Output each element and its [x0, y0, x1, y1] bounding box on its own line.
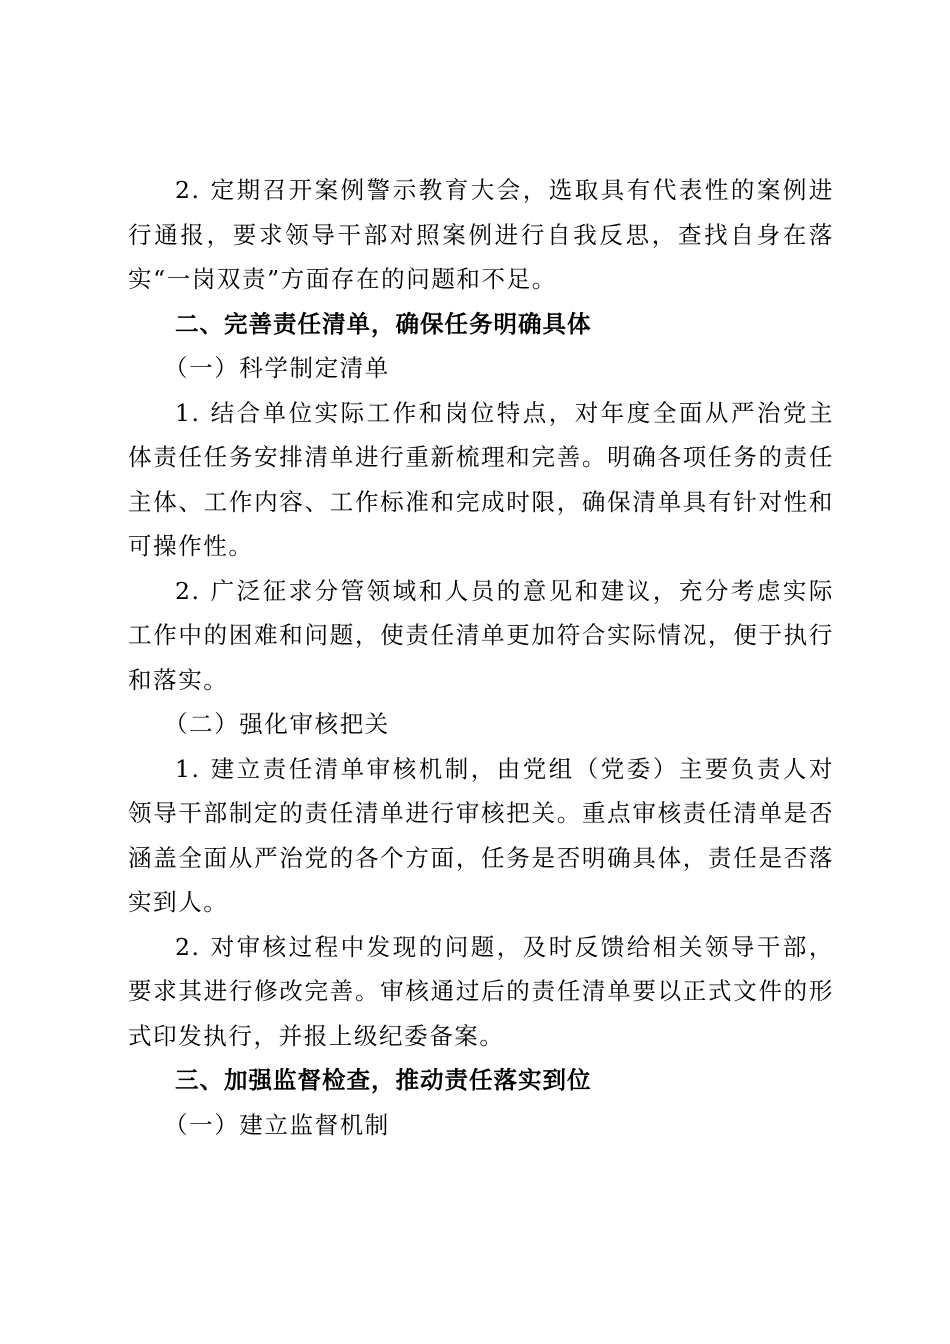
- subsection-heading-3-1: （一）建立监督机制: [164, 1110, 390, 1139]
- paragraph-solicit-opinions: 2. 广泛征求分管领域和人员的意见和建议，充分考虑实际工作中的困难和问题，使责任清单更加符合实际情况，便于执行和落实。: [128, 576, 834, 694]
- paragraph-list-revision: 1. 结合单位实际工作和岗位特点，对年度全面从严治党主体责任任务安排清单进行重新梳理和完善。明确各项任务的责任主体、工作内容、工作标准和完成时限，确保清单具有针对性和可操作性。: [128, 398, 834, 560]
- document-body: [128, 168, 834, 1147]
- section-heading-3: 三、加强监督检查，推动责任落实到位: [175, 1066, 592, 1094]
- paragraph-case-warning: 2. 定期召开案例警示教育大会，选取具有代表性的案例进行通报，要求领导干部对照案例进行自我反思，查找自身在落实“一岗双责”方面存在的问题和不足。: [128, 176, 834, 293]
- section-heading-2: 二、完善责任清单，确保任务明确具体: [175, 309, 592, 338]
- paragraph-feedback: 2. 对审核过程中发现的问题，及时反馈给相关领导干部，要求其进行修改完善。审核通过后的责任清单要以正式文件的形式印发执行，并报上级纪委备案。: [128, 932, 834, 1050]
- paragraph-review-mechanism: 1. 建立责任清单审核机制，由党组（党委）主要负责人对领导干部制定的责任清单进行审核把关。重点审核责任清单是否涵盖全面从严治党的各个方面，任务是否明确具体，责任是否落实到人。: [128, 754, 834, 916]
- subsection-heading-2-1: （一）科学制定清单: [164, 354, 390, 382]
- subsection-heading-2-2: （二）强化审核把关: [164, 710, 390, 738]
